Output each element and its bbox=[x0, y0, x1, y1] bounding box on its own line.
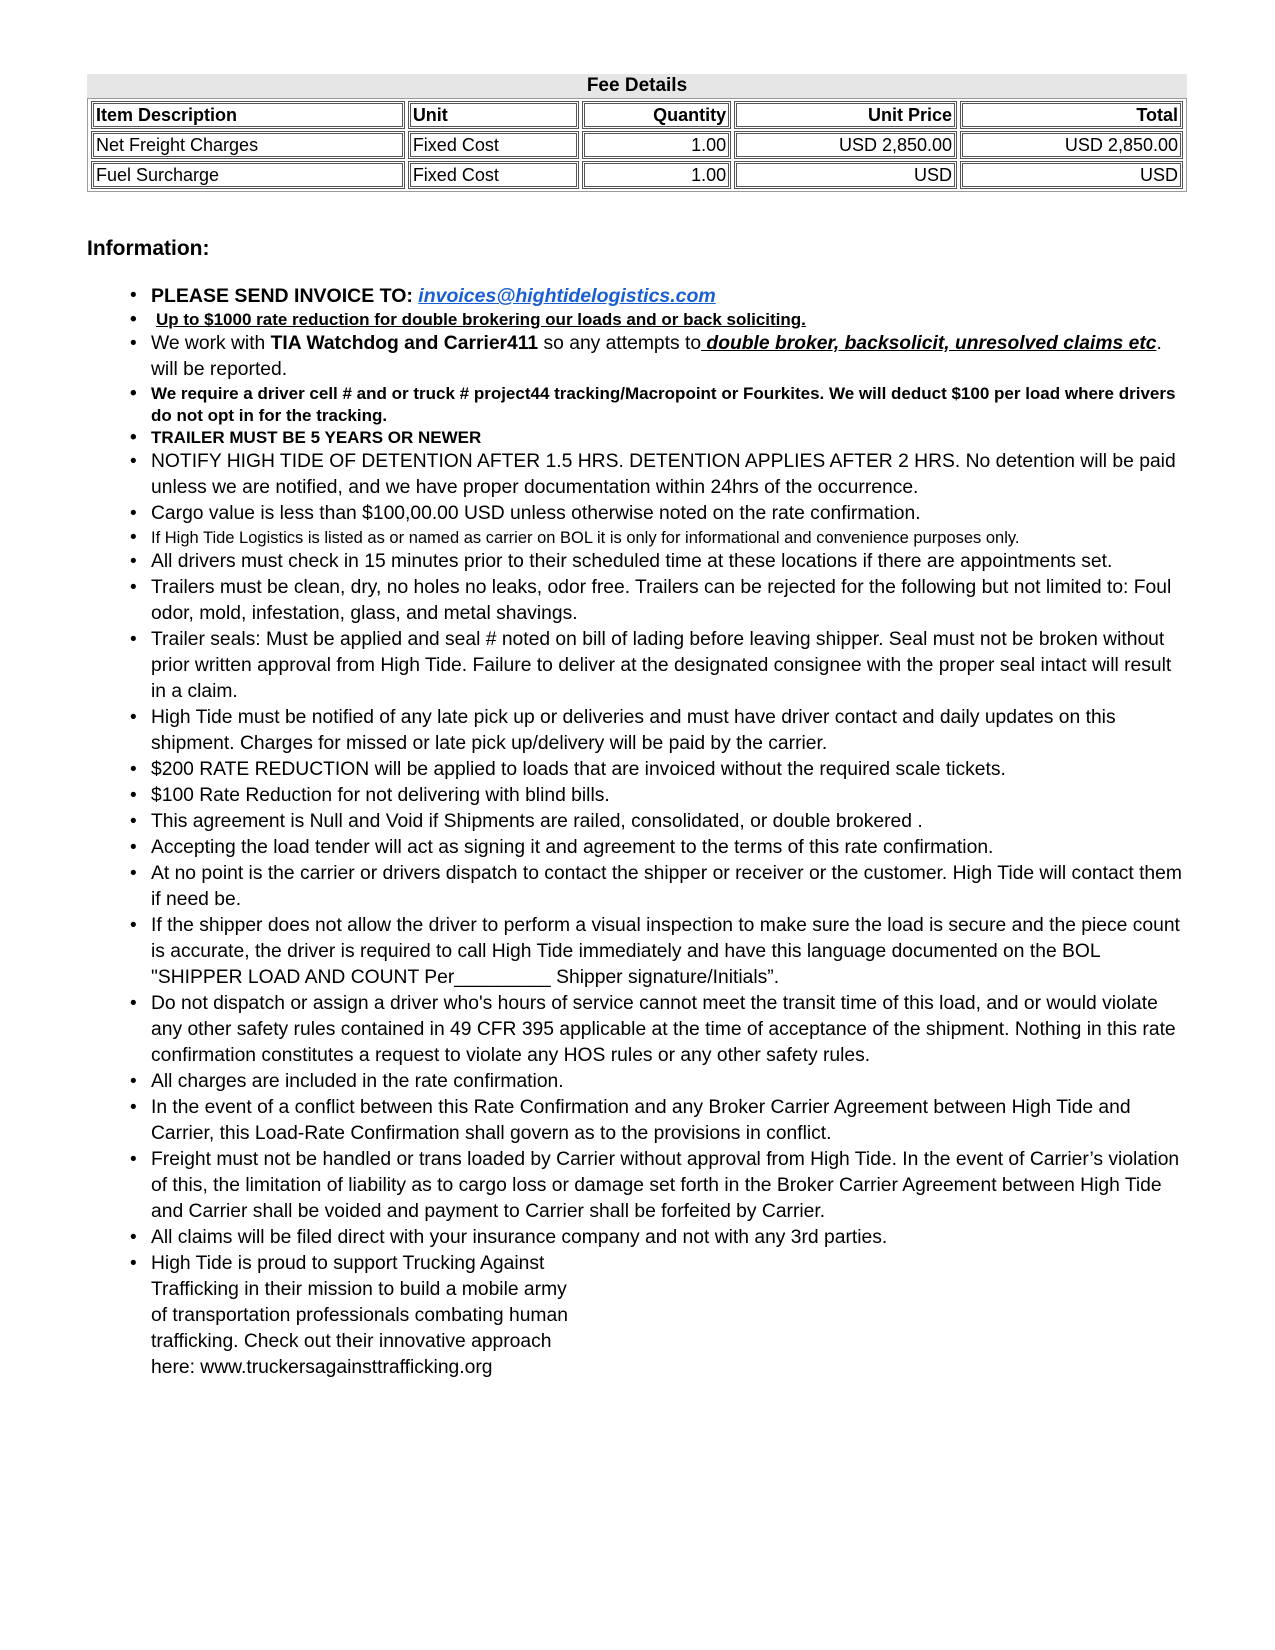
list-item-text: All drivers must check in 15 minutes prior to their scheduled time at these locations if there are appointments set. bbox=[151, 551, 1113, 572]
list-item-text: If High Tide Logistics is listed as or named as carrier on BOL it is only for informational and convenience purposes only. bbox=[151, 529, 1020, 547]
trafficking-support-text: High Tide is proud to support Trucking Against Trafficking in their mission to build a mobile army of transportation professionals combating human trafficking. Check out their innovative approach here: www.truckersagainsttrafficking.org bbox=[151, 1253, 568, 1378]
bullet-icon: • bbox=[130, 451, 137, 472]
list-item-text: NOTIFY HIGH TIDE OF DETENTION AFTER 1.5 HRS. DETENTION APPLIES AFTER 2 HRS. No detention will be paid unless we are notified, and we have proper documentation within 24hrs of the occurrence. bbox=[151, 451, 1176, 498]
list-item bbox=[127, 809, 1189, 835]
bullet-icon: • bbox=[130, 759, 137, 780]
cell-quantity: 1.00 bbox=[582, 131, 731, 159]
bullet-icon: • bbox=[130, 811, 137, 832]
bullet-icon: • bbox=[130, 837, 137, 858]
bullet-icon: • bbox=[130, 1097, 137, 1118]
list-item-text: so any attempts to bbox=[538, 333, 702, 354]
list-item-text: $100 Rate Reduction for not delivering with blind bills. bbox=[151, 785, 610, 806]
list-item bbox=[127, 835, 1189, 861]
fee-details-title: Fee Details bbox=[87, 74, 1187, 98]
table-row bbox=[91, 131, 1183, 159]
bullet-icon: • bbox=[130, 309, 137, 330]
header-unit: Unit bbox=[408, 101, 579, 129]
bullet-icon: • bbox=[130, 527, 137, 548]
list-item bbox=[127, 627, 1189, 705]
fee-details-section bbox=[87, 74, 1187, 192]
list-item bbox=[127, 283, 1189, 309]
list-item-text: All charges are included in the rate confirmation. bbox=[151, 1071, 564, 1092]
bullet-icon: • bbox=[130, 863, 137, 884]
cell-unit-price: USD 2,850.00 bbox=[734, 131, 957, 159]
header-unit-price: Unit Price bbox=[734, 101, 957, 129]
list-item bbox=[127, 783, 1189, 809]
list-item bbox=[127, 549, 1189, 575]
list-item-text: Trailers must be clean, dry, no holes no leaks, odor free. Trailers can be rejected for the following but not limited to: Foul odor, mold, infestation, glass, and metal shavings. bbox=[151, 577, 1172, 624]
list-item-text: Up to $1000 rate reduction for double brokering our loads and or back soliciting. bbox=[156, 310, 806, 329]
list-item-text: At no point is the carrier or drivers dispatch to contact the shipper or receiver or the customer. High Tide will contact them if need be. bbox=[151, 863, 1182, 910]
invoice-label: PLEASE SEND INVOICE TO: bbox=[151, 285, 419, 307]
list-item-text: Freight must not be handled or trans loaded by Carrier without approval from High Tide. In the event of Carrier’s violation of this, the limitation of liability as to cargo loss or damage set forth in the Broker Carrier Agreement between High Tide and Carrier shall be voided and payment to Carrier shall be forfeited by Carrier. bbox=[151, 1149, 1180, 1222]
list-item-text: We require a driver cell # and or truck # project44 tracking/Macropoint or Fourkites. We will deduct $100 per load where drivers do not opt in for the tracking. bbox=[151, 384, 1176, 425]
list-item bbox=[127, 757, 1189, 783]
bullet-icon: • bbox=[130, 993, 137, 1014]
list-item-text: TRAILER MUST BE 5 YEARS OR NEWER bbox=[151, 428, 482, 447]
list-item bbox=[127, 1225, 1189, 1251]
cell-item-description: Fuel Surcharge bbox=[91, 161, 405, 189]
bullet-icon: • bbox=[130, 707, 137, 728]
cell-unit: Fixed Cost bbox=[408, 131, 579, 159]
table-header-row bbox=[91, 101, 1183, 129]
list-item bbox=[127, 705, 1189, 757]
bullet-icon: • bbox=[130, 1227, 137, 1248]
bullet-icon: • bbox=[130, 1149, 137, 1170]
list-item-text: If the shipper does not allow the driver to perform a visual inspection to make sure the load is secure and the piece count is accurate, the driver is required to call High Tide immediately and have this language documented on the BOL "SHIPPER LOAD AND COUNT Per_________ Shipper signature/Initials”. bbox=[151, 915, 1180, 988]
list-item bbox=[127, 913, 1189, 991]
bullet-icon: • bbox=[130, 551, 137, 572]
list-item bbox=[127, 1069, 1189, 1095]
bullet-icon: • bbox=[130, 1253, 137, 1274]
bullet-icon: • bbox=[130, 915, 137, 936]
bullet-icon: • bbox=[130, 629, 137, 650]
list-item-text: Accepting the load tender will act as signing it and agreement to the terms of this rate confirmation. bbox=[151, 837, 994, 858]
header-quantity: Quantity bbox=[582, 101, 731, 129]
cell-quantity: 1.00 bbox=[582, 161, 731, 189]
list-item bbox=[127, 383, 1189, 427]
bullet-icon: • bbox=[130, 785, 137, 806]
header-total: Total bbox=[960, 101, 1183, 129]
bullet-icon: • bbox=[130, 285, 137, 306]
list-item bbox=[127, 331, 1189, 383]
list-item-text: High Tide must be notified of any late pick up or deliveries and must have driver contact and daily updates on this shipment. Charges for missed or late pick up/delivery will be paid by the carrier. bbox=[151, 707, 1116, 754]
cell-unit: Fixed Cost bbox=[408, 161, 579, 189]
list-item-text: Do not dispatch or assign a driver who's hours of service cannot meet the transit time of this load, and or would violate any other safety rules contained in 49 CFR 395 applicable at the time of acceptance of the shipment. Nothing in this rate confirmation constitutes a request to violate any HOS rules or any other safety rules. bbox=[151, 993, 1176, 1066]
fee-details-table bbox=[87, 98, 1187, 192]
list-item bbox=[127, 427, 1189, 449]
tia-text: TIA Watchdog and Carrier411 bbox=[270, 333, 539, 354]
bullet-icon: • bbox=[130, 1071, 137, 1092]
list-item-text: We work with bbox=[151, 333, 271, 354]
cell-total: USD bbox=[960, 161, 1183, 189]
list-item bbox=[127, 501, 1189, 527]
list-item bbox=[127, 991, 1189, 1069]
information-heading: Information: bbox=[87, 237, 210, 260]
invoice-email-link[interactable]: invoices@hightidelogistics.com bbox=[418, 285, 716, 307]
cell-total: USD 2,850.00 bbox=[960, 131, 1183, 159]
list-item-text: $200 RATE REDUCTION will be applied to loads that are invoiced without the required scale tickets. bbox=[151, 759, 1006, 780]
header-item-description: Item Description bbox=[91, 101, 405, 129]
list-item-text: This agreement is Null and Void if Shipments are railed, consolidated, or double brokered . bbox=[151, 811, 923, 832]
list-item-text: Cargo value is less than $100,00.00 USD unless otherwise noted on the rate confirmation. bbox=[151, 503, 921, 524]
list-item bbox=[127, 527, 1189, 549]
list-item bbox=[127, 1147, 1189, 1225]
list-item bbox=[127, 1251, 1189, 1381]
bullet-icon: • bbox=[130, 383, 137, 404]
bullet-icon: • bbox=[130, 503, 137, 524]
information-list bbox=[127, 283, 1189, 1381]
list-item-text: In the event of a conflict between this Rate Confirmation and any Broker Carrier Agreement between High Tide and Carrier, this Load-Rate Confirmation shall govern as to the provisions in conflict. bbox=[151, 1097, 1131, 1144]
cell-item-description: Net Freight Charges bbox=[91, 131, 405, 159]
bullet-icon: • bbox=[130, 427, 137, 448]
bullet-icon: • bbox=[130, 333, 137, 354]
cell-unit-price: USD bbox=[734, 161, 957, 189]
list-item-text: Trailer seals: Must be applied and seal # noted on bill of lading before leaving shipper. Seal must not be broken without prior written approval from High Tide. Failure to deliver at the designated consignee with the proper seal intact will result in a claim. bbox=[151, 629, 1172, 702]
table-row bbox=[91, 161, 1183, 189]
list-item-text: . will be reported. bbox=[151, 333, 1162, 380]
list-item bbox=[127, 309, 1189, 331]
list-item bbox=[127, 449, 1189, 501]
list-item bbox=[127, 861, 1189, 913]
list-item-text: All claims will be filed direct with your insurance company and not with any 3rd parties. bbox=[151, 1227, 888, 1248]
bullet-icon: • bbox=[130, 577, 137, 598]
list-item bbox=[127, 575, 1189, 627]
list-item bbox=[127, 1095, 1189, 1147]
warning-text: double broker, backsolicit, unresolved claims etc bbox=[701, 333, 1157, 354]
